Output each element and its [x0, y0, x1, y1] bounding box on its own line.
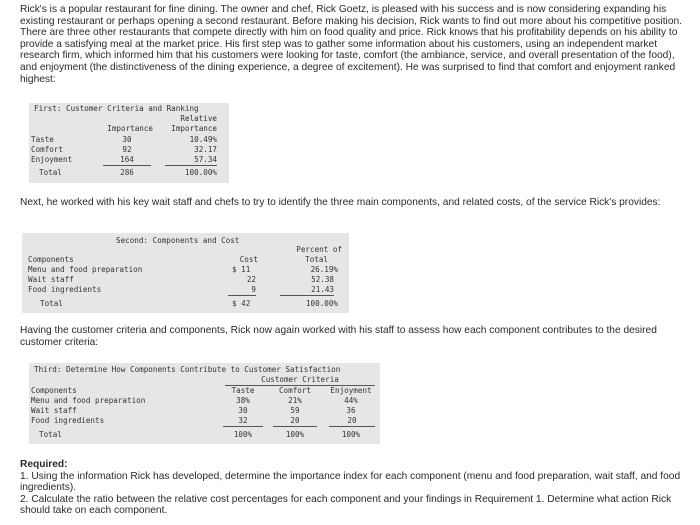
table1-row-label: Taste [31, 135, 54, 144]
table1-row-relative: 32.17 [194, 145, 217, 154]
table2-total-label: Total [40, 299, 63, 308]
table3-total-label: Total [39, 430, 62, 439]
required-title: Required: [20, 459, 68, 470]
table3-cell: 44% [344, 396, 358, 405]
components-cost-table [22, 233, 349, 313]
table2-col2-header-line1: Percent of [296, 245, 342, 254]
table3-col-comfort: Comfort [278, 386, 311, 395]
table3-title: Third: Determine How Components Contribute to Customer Satisfaction [34, 365, 341, 374]
table2-row-cost: 9 [228, 285, 256, 296]
table1-row-importance: 164 [103, 155, 151, 166]
table2-row-label: Wait staff [28, 275, 74, 284]
table3-cell: 36 [346, 406, 356, 415]
table1-col2-header-line1: Relative [180, 114, 217, 123]
paragraph-components: Next, he worked with his key wait staff and chefs to try to identify the three main components, and related costs, of the service Rick's provides: [20, 197, 661, 208]
table3-total-cell: 100% [285, 430, 305, 439]
table1-total-relative: 100.00% [184, 168, 217, 177]
table3-row-label: Wait staff [31, 406, 77, 415]
table1-col2-header-line2: Importance [171, 124, 217, 133]
table2-components-header: Components [28, 255, 74, 264]
paragraph-criteria: Having the customer criteria and components, Rick now again worked with his staff to assess how each component contributes to the desired customer criteria: [20, 325, 657, 348]
required-item-1: 1. Using the information Rick has developed, determine the importance index for each component (menu and food preparation, wait staff, and food ingredients). [20, 470, 681, 494]
table3-cell: 20 [273, 416, 317, 427]
table2-row-label: Menu and food preparation [28, 265, 143, 274]
table1-row-label: Enjoyment [31, 155, 73, 164]
table1-title: First: Customer Criteria and Ranking [34, 104, 199, 113]
table3-components-header: Components [31, 386, 77, 395]
table2-row-cost: 22 [246, 275, 256, 284]
table1-total-importance: 286 [120, 168, 134, 177]
required-item-2: 2. Calculate the ratio between the relative cost percentages for each component and your findings in Requirement 1. Determine what action Rick should take on each component. [20, 493, 672, 517]
table3-cell: 32 [223, 416, 263, 427]
table3-total-cell: 100% [341, 430, 361, 439]
table1-row-relative: 10.49% [189, 135, 217, 144]
table2-row-cost: $ 11 [232, 265, 251, 274]
table3-col-enjoyment: Enjoyment [330, 386, 372, 395]
required-section [20, 459, 685, 517]
contribution-table [29, 363, 380, 444]
customer-criteria-table [29, 103, 229, 183]
table3-row-label: Menu and food preparation [31, 396, 146, 405]
table2-row-label: Food ingredients [28, 285, 102, 294]
table3-cell: 59 [290, 406, 300, 415]
table1-row-importance: 92 [122, 145, 132, 154]
table1-col1-header: Importance [107, 124, 153, 133]
table1-row-relative: 57.34 [165, 155, 217, 166]
intro-paragraph: Rick's is a popular restaurant for fine dining. The owner and chef, Rick Goetz, is pleased with his success and is now considering expanding his existing restaurant or perhaps opening a second restaurant. Before making his decision, Rick wants to find out more about his competitive position. There are three other restaurants that compete directly with him on food quality and price. Rick knows that his profitability depends on his ability to provide a satisfying meal at the market price. His first step was to gather some information about his customers, using an independent market research firm, which informed him that his customers were looking for taste, comfort (the ambiance, service, and overall presentation of the food), and enjoyment (the distinctiveness of the dining experience, a degree of excitement). He was surprised to find that comfort and enjoyment ranked highest: [20, 4, 682, 85]
table3-total-cell: 100% [233, 430, 253, 439]
table2-row-percent: 52.38 [311, 275, 334, 284]
table2-col1-header: Cost [239, 255, 258, 264]
table2-row-percent: 21.43 [280, 285, 334, 296]
table3-group-header: Customer Criteria [225, 375, 375, 386]
table1-total-label: Total [39, 168, 62, 177]
table2-row-percent: 26.19% [310, 265, 338, 274]
table3-cell: 21% [288, 396, 302, 405]
table2-title: Second: Components and Cost [116, 236, 240, 245]
table2-total-percent: 100.00% [305, 299, 338, 308]
table3-cell: 30 [238, 406, 248, 415]
table3-cell: 38% [236, 396, 250, 405]
table2-col2-header-line2: Total [305, 255, 328, 264]
table1-row-importance: 30 [122, 135, 132, 144]
table1-row-label: Comfort [31, 145, 64, 154]
table3-col-taste: Taste [231, 386, 255, 395]
table3-cell: 20 [329, 416, 375, 427]
table2-total-cost: $ 42 [232, 299, 251, 308]
table3-row-label: Food ingredients [31, 416, 105, 425]
